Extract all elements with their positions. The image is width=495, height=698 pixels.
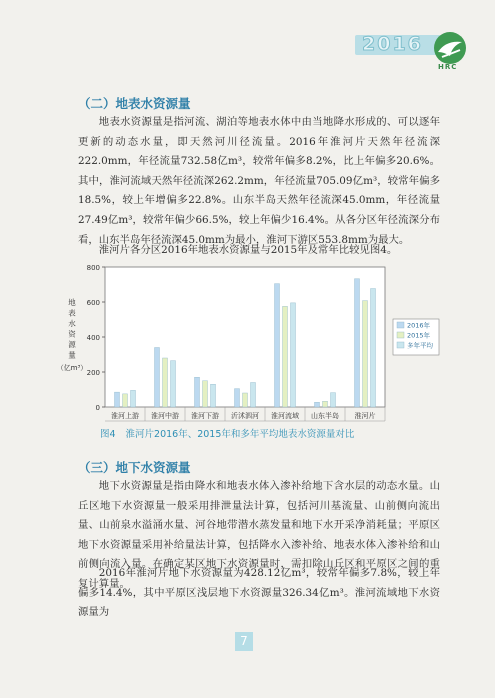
page-header	[0, 0, 495, 71]
bar	[171, 361, 176, 407]
y-tick-label: 200	[86, 369, 100, 377]
bar	[203, 381, 208, 407]
x-tick-label: 淮河片	[354, 412, 376, 420]
logo-text: HRC	[438, 63, 458, 71]
y-axis-label: 地表水资源量	[68, 298, 76, 360]
legend-label: 多年平均	[407, 341, 433, 350]
legend-swatch	[397, 322, 404, 328]
y-axis-unit: （亿m³）	[56, 364, 88, 372]
bar	[363, 301, 368, 407]
x-tick-label: 淮河上游	[111, 412, 139, 420]
bar	[115, 392, 120, 407]
bar	[331, 393, 336, 407]
bar	[315, 402, 320, 407]
legend-label: 2015年	[407, 331, 431, 340]
bar	[123, 394, 128, 407]
bar	[275, 284, 280, 407]
bar	[163, 358, 168, 407]
paragraph-groundwater: 地下水资源量是指由降水和地表水体入渗补给地下含水层的动态水量。山丘区地下水资源量一般采用排泄量法计算，包括河川基流量、山前侧向流出量、山前泉水溢涌水量、河谷地带潜水蒸发量和地下水开采净消耗量；平原区地下水资源量采用补给量法计算，包括降水入渗补给、地表水体入渗补给和山前侧向流入量。在确定某区地下水资源量时，需扣除山丘区和平原区之间的重复计算量。	[78, 480, 440, 590]
figure-label: 图4	[100, 429, 116, 440]
legend-swatch	[397, 342, 404, 348]
page-number: 7	[240, 634, 248, 648]
paragraph-groundwater-figures: 2016年淮河片地下水资源量为428.12亿m³，较常年偏多7.8%，较上年偏多14.4%，其中平原区浅层地下水资源量326.34亿m³。淮河流域地下水资源量为	[78, 567, 440, 619]
x-tick-label: 淮河下游	[191, 412, 219, 420]
bar	[283, 306, 288, 407]
x-tick-label: 沂沭泗河	[231, 412, 259, 420]
figure-caption-text: 淮河片2016年、2015年和多年平均地表水资源量对比	[125, 429, 355, 440]
bar	[195, 377, 200, 407]
figure-caption	[100, 426, 354, 440]
y-tick-label: 0	[95, 404, 100, 412]
bar	[251, 383, 256, 408]
x-tick-label: 淮河流域	[271, 412, 299, 420]
legend-label: 2016年	[407, 321, 431, 330]
bar	[243, 393, 248, 407]
legend-swatch	[397, 332, 404, 338]
bar-chart	[56, 257, 445, 435]
bar	[155, 348, 160, 408]
x-tick-label: 淮河中游	[151, 412, 179, 420]
bar	[211, 384, 216, 407]
surface-water-chart	[56, 257, 445, 435]
paragraph-surface-water: 地表水资源量是指河流、湖泊等地表水体中由当地降水形成的、可以逐年更新的动态水量，即天然河川径流量。2016年淮河片天然年径流深222.0mm，年径流量732.58亿m³，较常年偏多8.2%，比上年偏多20.6%。其中，淮河流域天然年径流深262.2mm，年径流量705.09亿m³，较常年偏多18.5%，较上年增偏多22.8%。山东半岛天然年径流深45.0mm，年径流量27.49亿m³，较常年偏少66.5%，较上年偏少16.4%。从各分区年径流深分布看，山东半岛年径流深45.0mm为最小，淮河下游区553.8mm为最大。	[78, 116, 440, 246]
section-title-groundwater: （三）地下水资源量	[78, 460, 191, 475]
year-label: 2016	[362, 33, 423, 55]
plot-area	[105, 267, 385, 407]
bar	[235, 389, 240, 407]
x-tick-label: 山东半岛	[311, 412, 339, 420]
bar	[371, 289, 376, 407]
y-tick-label: 600	[86, 299, 100, 307]
section-title-surface-water: （二）地表水资源量	[78, 96, 191, 111]
bar	[291, 303, 296, 407]
bar	[131, 390, 136, 407]
bar	[355, 279, 360, 407]
paragraph-figure-reference: 淮河片各分区2016年地表水资源量与2015年及常年比较见图4。	[98, 244, 398, 256]
y-tick-label: 400	[86, 334, 100, 342]
bar	[323, 401, 328, 407]
y-tick-label: 800	[86, 264, 100, 272]
hrc-logo-icon	[432, 30, 468, 66]
